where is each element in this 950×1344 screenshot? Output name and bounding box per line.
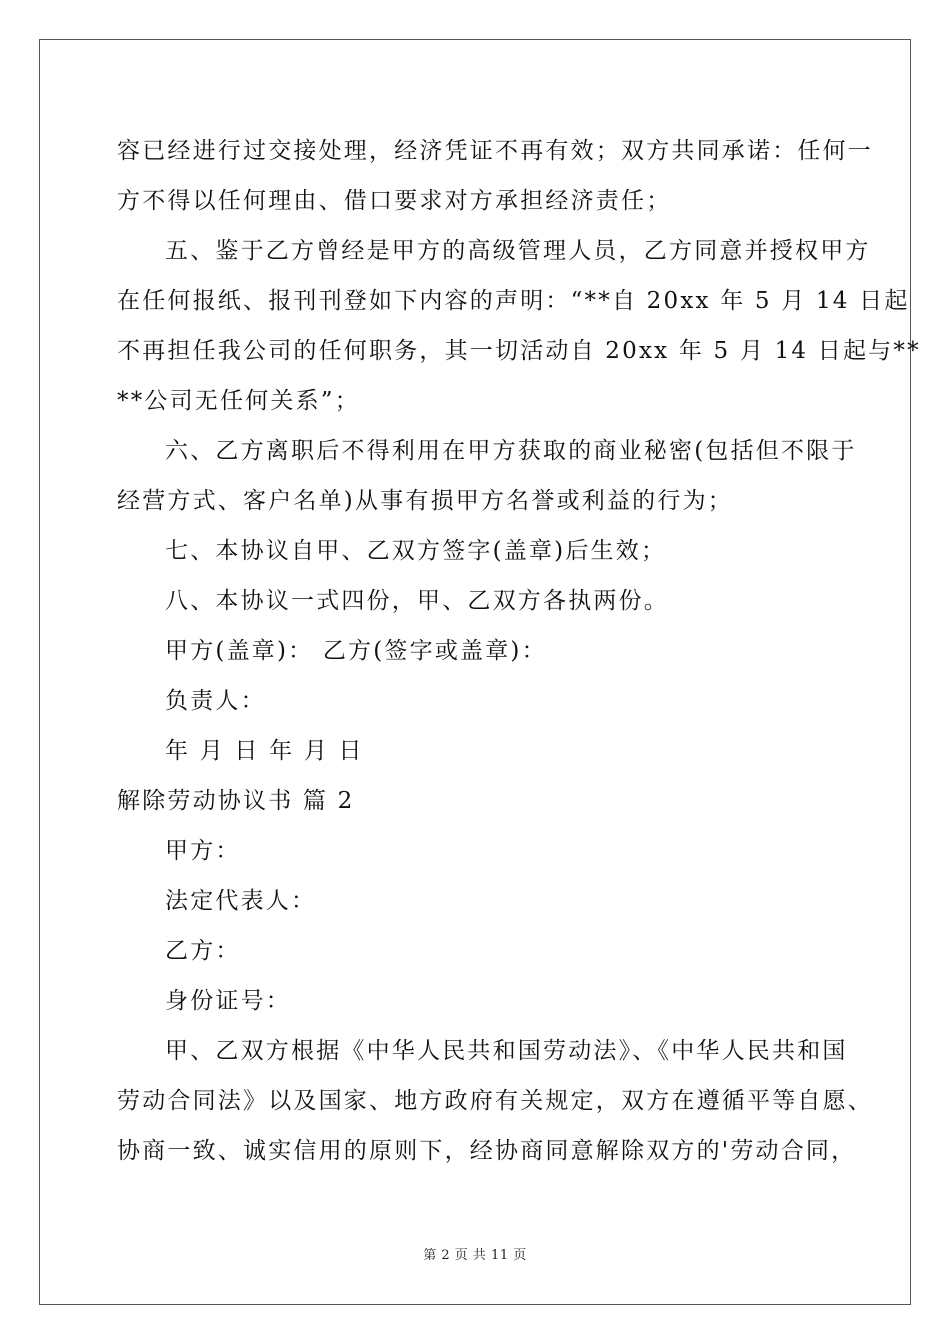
text-line: 不再担任我公司的任何职务，其一切活动自 20xx 年 5 月 14 日起与** <box>117 338 921 364</box>
party-field: 乙方： <box>165 938 241 964</box>
page-number-footer: 第 2 页 共 11 页 <box>423 1248 527 1263</box>
date-line: 年 月 日 年 月 日 <box>165 738 364 764</box>
text-line: 劳动合同法》以及国家、地方政府有关规定，双方在遵循平等自愿、 <box>117 1088 873 1114</box>
text-line: 八、本协议一式四份，甲、乙双方各执两份。 <box>165 588 669 614</box>
party-field: 身份证号： <box>165 988 291 1014</box>
text-line: 在任何报纸、报刊刊登如下内容的声明：“**自 20xx 年 5 月 14 日起 <box>117 288 910 314</box>
text-line: 七、本协议自甲、乙双方签字(盖章)后生效； <box>165 538 667 564</box>
party-field: 法定代表人： <box>165 888 317 914</box>
text-line: **公司无任何关系”； <box>117 388 360 414</box>
party-field: 甲方： <box>165 838 241 864</box>
text-line: 甲、乙双方根据《中华人民共和国劳动法》、《中华人民共和国 <box>165 1038 848 1064</box>
text-line: 方不得以任何理由、借口要求对方承担经济责任； <box>117 188 672 214</box>
text-line: 六、乙方离职后不得利用在甲方获取的商业秘密(包括但不限于 <box>165 438 857 464</box>
text-line: 容已经进行过交接处理，经济凭证不再有效；双方共同承诺：任何一 <box>117 138 873 164</box>
text-line: 经营方式、客户名单)从事有损甲方名誉或利益的行为； <box>117 488 733 514</box>
signature-line: 负责人： <box>165 688 266 714</box>
text-line: 协商一致、诚实信用的原则下，经协商同意解除双方的'劳动合同， <box>117 1138 857 1164</box>
text-line: 五、鉴于乙方曾经是甲方的高级管理人员，乙方同意并授权甲方 <box>165 238 871 264</box>
signature-line: 甲方(盖章)： 乙方(签字或盖章)： <box>165 638 547 664</box>
section-heading: 解除劳动协议书 篇 2 <box>117 788 355 814</box>
